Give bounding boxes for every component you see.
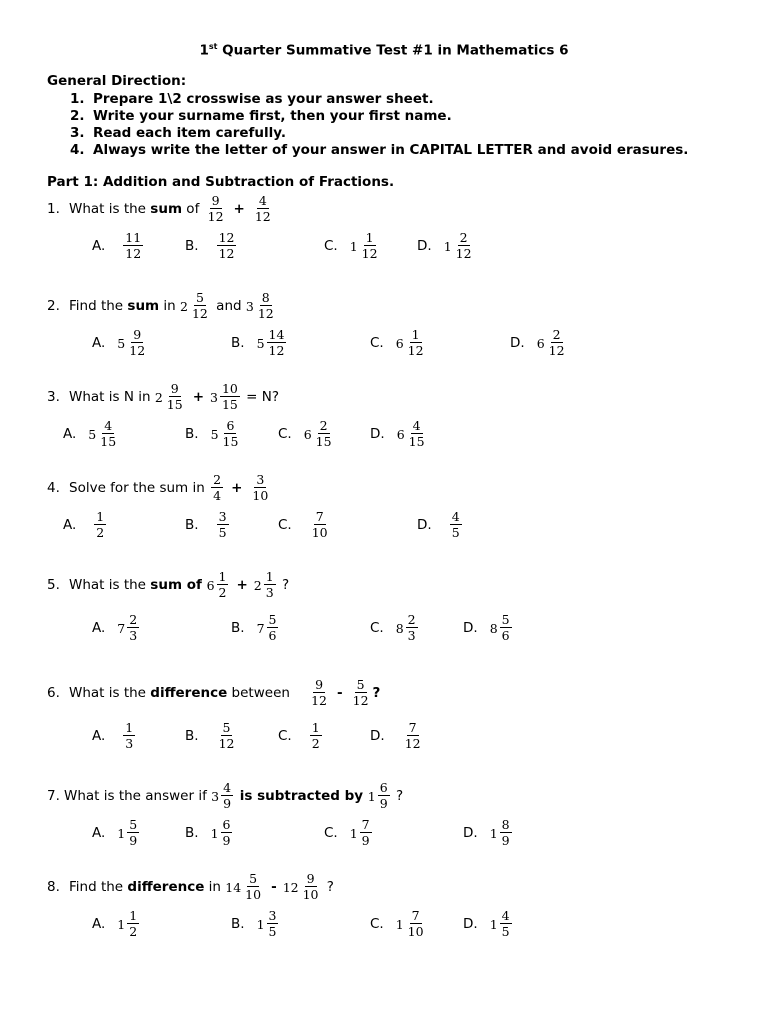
fraction-denominator: 10 bbox=[245, 887, 262, 902]
fraction-numerator: 7 bbox=[315, 508, 324, 524]
whole-number: 6 bbox=[303, 426, 312, 442]
fraction bbox=[500, 907, 512, 939]
whole-number: 7 bbox=[256, 620, 265, 636]
whole-number: 6 bbox=[536, 335, 545, 351]
fraction bbox=[217, 568, 229, 600]
fraction bbox=[310, 508, 330, 540]
whole-number: 1 bbox=[489, 916, 498, 932]
fraction-numerator: 8 bbox=[501, 816, 510, 832]
fraction-numerator: 4 bbox=[412, 417, 421, 433]
fraction-denominator: 3 bbox=[129, 628, 138, 643]
fraction bbox=[267, 326, 287, 358]
question-number: 5. bbox=[47, 577, 60, 593]
option-label: D. bbox=[417, 517, 432, 533]
fraction-denominator: 2 bbox=[311, 736, 320, 751]
fraction-denominator: 12 bbox=[191, 306, 208, 321]
question-4 bbox=[47, 470, 272, 506]
fraction bbox=[221, 417, 241, 449]
fraction bbox=[378, 779, 390, 811]
fraction-denominator: 6 bbox=[501, 628, 510, 643]
general-direction-heading: General Direction: bbox=[47, 73, 187, 89]
question-keyword: sum bbox=[127, 298, 160, 314]
fraction-denominator: 9 bbox=[223, 796, 232, 811]
fraction bbox=[264, 568, 276, 600]
question-text: What is the answer if bbox=[64, 788, 212, 804]
question-5 bbox=[47, 567, 289, 603]
operator: + bbox=[231, 480, 243, 496]
fraction-numerator: 1 bbox=[365, 229, 374, 245]
fraction bbox=[127, 907, 139, 939]
fraction bbox=[221, 779, 233, 811]
operator: - bbox=[271, 879, 277, 895]
whole-number: 7 bbox=[117, 620, 126, 636]
fraction bbox=[267, 611, 279, 643]
answer-option-d bbox=[370, 718, 425, 754]
fraction-numerator: 10 bbox=[221, 380, 238, 396]
question-6 bbox=[47, 675, 380, 711]
fraction bbox=[403, 719, 423, 751]
answer-option-c bbox=[324, 815, 374, 851]
fraction-numerator: 1 bbox=[129, 907, 138, 923]
question-number: 8. bbox=[47, 879, 60, 895]
fraction-numerator: 7 bbox=[361, 816, 370, 832]
fraction-numerator: 4 bbox=[223, 779, 232, 795]
fraction bbox=[360, 816, 372, 848]
fraction-numerator: 5 bbox=[249, 870, 258, 886]
answer-option-b bbox=[185, 416, 242, 452]
fraction-numerator: 6 bbox=[226, 417, 235, 433]
fraction-denominator: 15 bbox=[166, 397, 183, 412]
fraction-numerator: 12 bbox=[218, 229, 235, 245]
direction-item: 2. Write your surname first, then your first name. bbox=[70, 108, 452, 124]
option-label: C. bbox=[370, 620, 384, 636]
fraction-numerator: 5 bbox=[129, 816, 138, 832]
option-label: B. bbox=[231, 335, 245, 351]
fraction-numerator: 2 bbox=[407, 611, 416, 627]
answer-option-a bbox=[92, 718, 137, 754]
fraction bbox=[406, 907, 426, 939]
fraction-numerator: 3 bbox=[256, 471, 265, 487]
option-label: C. bbox=[278, 426, 292, 442]
answer-option-d bbox=[463, 610, 514, 646]
fraction-denominator: 4 bbox=[213, 488, 222, 503]
option-label: D. bbox=[417, 238, 432, 254]
question-keyword: is subtracted by bbox=[235, 788, 368, 804]
option-label: B. bbox=[185, 426, 199, 442]
option-label: D. bbox=[463, 916, 478, 932]
fraction-numerator: 1 bbox=[265, 568, 274, 584]
whole-number: 3 bbox=[245, 298, 254, 314]
fraction bbox=[309, 676, 329, 708]
whole-number: 1 bbox=[349, 238, 358, 254]
fraction-denominator: 10 bbox=[302, 887, 319, 902]
fraction-numerator: 4 bbox=[104, 417, 113, 433]
answer-option-a bbox=[63, 416, 120, 452]
option-label: A. bbox=[92, 238, 106, 254]
fraction bbox=[127, 816, 139, 848]
whole-number: 1 bbox=[117, 825, 126, 841]
fraction bbox=[450, 508, 462, 540]
fraction-denominator: 5 bbox=[268, 924, 277, 939]
whole-number: 1 bbox=[210, 825, 219, 841]
question-number: 2. bbox=[47, 298, 60, 314]
fraction-denominator: 12 bbox=[404, 736, 421, 751]
fraction-numerator: 5 bbox=[222, 719, 231, 735]
fraction bbox=[217, 719, 237, 751]
question-text: in bbox=[204, 879, 226, 895]
fraction-numerator: 2 bbox=[459, 229, 468, 245]
option-label: C. bbox=[370, 916, 384, 932]
option-label: A. bbox=[92, 916, 106, 932]
answer-option-a bbox=[92, 325, 149, 361]
option-label: B. bbox=[185, 728, 199, 744]
option-label: A. bbox=[92, 620, 106, 636]
answer-option-d bbox=[370, 416, 429, 452]
option-label: A. bbox=[92, 825, 106, 841]
question-text: Find the bbox=[69, 298, 128, 314]
question-keyword: sum of bbox=[150, 577, 207, 593]
question-number: 7. bbox=[47, 788, 60, 804]
fraction-numerator: 9 bbox=[315, 676, 324, 692]
fraction-numerator: 1 bbox=[125, 719, 134, 735]
whole-number: 6 bbox=[396, 426, 405, 442]
test-title: 1st Quarter Summative Test #1 in Mathematics 6 bbox=[199, 42, 569, 59]
fraction-denominator: 9 bbox=[361, 833, 370, 848]
fraction bbox=[94, 508, 106, 540]
question-keyword: difference bbox=[150, 685, 228, 701]
fraction bbox=[360, 229, 380, 261]
fraction-denominator: 9 bbox=[379, 796, 388, 811]
fraction-denominator: 15 bbox=[315, 434, 332, 449]
fraction-numerator: 4 bbox=[258, 192, 267, 208]
fraction-numerator: 5 bbox=[195, 289, 204, 305]
question-keyword: ? bbox=[372, 685, 381, 701]
fraction-denominator: 9 bbox=[501, 833, 510, 848]
fraction-numerator: 8 bbox=[261, 289, 270, 305]
fraction-denominator: 12 bbox=[257, 306, 274, 321]
fraction bbox=[406, 611, 418, 643]
question-text: ? bbox=[391, 788, 404, 804]
answer-option-c bbox=[278, 718, 324, 754]
question-keyword: sum bbox=[150, 201, 183, 217]
direction-item: 3. Read each item carefully. bbox=[70, 125, 286, 141]
fraction-denominator: 2 bbox=[96, 525, 105, 540]
fraction-denominator: 2 bbox=[218, 585, 227, 600]
answer-option-c bbox=[278, 507, 332, 543]
option-label: A. bbox=[92, 728, 106, 744]
fraction bbox=[407, 417, 427, 449]
option-label: A. bbox=[92, 335, 106, 351]
fraction-numerator: 2 bbox=[213, 471, 222, 487]
fraction bbox=[217, 229, 237, 261]
fraction-numerator: 4 bbox=[501, 907, 510, 923]
fraction-denominator: 5 bbox=[218, 525, 227, 540]
question-text: of bbox=[182, 201, 204, 217]
fraction-denominator: 12 bbox=[268, 343, 285, 358]
fraction-numerator: 1 bbox=[411, 326, 420, 342]
fraction-denominator: 3 bbox=[265, 585, 274, 600]
fraction-numerator: 7 bbox=[411, 907, 420, 923]
fraction-numerator: 11 bbox=[125, 229, 142, 245]
fraction-denominator: 12 bbox=[254, 209, 271, 224]
fraction-denominator: 12 bbox=[548, 343, 565, 358]
fraction-numerator: 6 bbox=[222, 816, 231, 832]
fraction-denominator: 3 bbox=[407, 628, 416, 643]
question-text: Solve for the sum in bbox=[69, 480, 210, 496]
question-number: 4. bbox=[47, 480, 60, 496]
fraction-denominator: 12 bbox=[207, 209, 224, 224]
fraction-denominator: 10 bbox=[407, 924, 424, 939]
option-label: C. bbox=[278, 517, 292, 533]
answer-option-a bbox=[92, 610, 141, 646]
question-text: ? bbox=[322, 879, 334, 895]
answer-option-a bbox=[92, 815, 141, 851]
fraction-numerator: 2 bbox=[319, 417, 328, 433]
fraction-numerator: 3 bbox=[268, 907, 277, 923]
option-label: C. bbox=[324, 238, 338, 254]
operator: + bbox=[233, 201, 245, 217]
option-label: B. bbox=[231, 916, 245, 932]
option-label: A. bbox=[63, 517, 77, 533]
whole-number: 8 bbox=[395, 620, 404, 636]
fraction-denominator: 15 bbox=[408, 434, 425, 449]
answer-option-c bbox=[278, 416, 336, 452]
whole-number: 1 bbox=[395, 916, 404, 932]
question-text: = N? bbox=[241, 389, 280, 405]
fraction bbox=[314, 417, 334, 449]
fraction bbox=[500, 816, 512, 848]
whole-number: 14 bbox=[225, 879, 242, 895]
answer-option-b bbox=[231, 325, 288, 361]
fraction bbox=[301, 870, 321, 902]
fraction-denominator: 2 bbox=[129, 924, 138, 939]
fraction bbox=[253, 192, 273, 224]
answer-option-c bbox=[370, 610, 420, 646]
option-label: D. bbox=[370, 728, 385, 744]
fraction-numerator: 3 bbox=[218, 508, 227, 524]
question-keyword: difference bbox=[127, 879, 205, 895]
fraction-numerator: 9 bbox=[133, 326, 142, 342]
option-label: B. bbox=[185, 517, 199, 533]
answer-option-d bbox=[463, 815, 514, 851]
fraction bbox=[243, 870, 263, 902]
fraction-numerator: 1 bbox=[218, 568, 227, 584]
whole-number: 1 bbox=[367, 788, 376, 804]
fraction bbox=[351, 676, 371, 708]
answer-option-d bbox=[510, 325, 569, 361]
fraction bbox=[310, 719, 322, 751]
fraction bbox=[190, 289, 210, 321]
answer-option-c bbox=[370, 906, 428, 942]
option-label: C. bbox=[370, 335, 384, 351]
question-text: and bbox=[211, 298, 246, 314]
option-label: C. bbox=[324, 825, 338, 841]
answer-option-d bbox=[417, 507, 464, 543]
fraction-denominator: 15 bbox=[221, 397, 238, 412]
answer-option-c bbox=[324, 228, 382, 264]
question-text: between bbox=[227, 685, 308, 701]
fraction-denominator: 12 bbox=[361, 246, 378, 261]
question-text: What is the bbox=[69, 201, 151, 217]
option-label: B. bbox=[185, 825, 199, 841]
fraction-denominator: 12 bbox=[218, 246, 235, 261]
fraction bbox=[221, 816, 233, 848]
whole-number: 5 bbox=[117, 335, 126, 351]
fraction-denominator: 9 bbox=[129, 833, 138, 848]
answer-option-d bbox=[463, 906, 514, 942]
fraction-numerator: 14 bbox=[268, 326, 285, 342]
fraction-denominator: 12 bbox=[311, 693, 328, 708]
fraction-numerator: 2 bbox=[129, 611, 138, 627]
whole-number: 3 bbox=[211, 788, 220, 804]
fraction-denominator: 12 bbox=[455, 246, 472, 261]
fraction-numerator: 5 bbox=[501, 611, 510, 627]
answer-option-b bbox=[185, 718, 238, 754]
fraction-denominator: 12 bbox=[125, 246, 142, 261]
operator: - bbox=[337, 685, 343, 701]
whole-number: 1 bbox=[443, 238, 452, 254]
fraction bbox=[123, 229, 143, 261]
fraction-numerator: 7 bbox=[408, 719, 417, 735]
fraction-numerator: 9 bbox=[211, 192, 220, 208]
fraction bbox=[267, 907, 279, 939]
fraction-numerator: 5 bbox=[268, 611, 277, 627]
question-2 bbox=[47, 288, 278, 324]
answer-option-b bbox=[231, 610, 280, 646]
whole-number: 2 bbox=[154, 389, 163, 405]
fraction bbox=[220, 380, 240, 412]
fraction bbox=[217, 508, 229, 540]
whole-number: 5 bbox=[210, 426, 219, 442]
question-8 bbox=[47, 869, 334, 905]
question-number: 6. bbox=[47, 685, 60, 701]
question-3 bbox=[47, 379, 279, 415]
fraction-denominator: 12 bbox=[407, 343, 424, 358]
option-label: D. bbox=[463, 825, 478, 841]
fraction bbox=[206, 192, 226, 224]
whole-number: 5 bbox=[256, 335, 265, 351]
whole-number: 2 bbox=[253, 577, 262, 593]
answer-option-b bbox=[185, 815, 234, 851]
whole-number: 2 bbox=[180, 298, 188, 314]
direction-item: 1. Prepare 1\2 crosswise as your answer sheet. bbox=[70, 91, 434, 107]
whole-number: 1 bbox=[117, 916, 126, 932]
whole-number: 1 bbox=[349, 825, 358, 841]
answer-option-a bbox=[92, 906, 141, 942]
fraction bbox=[406, 326, 426, 358]
fraction-numerator: 5 bbox=[356, 676, 365, 692]
option-label: B. bbox=[185, 238, 199, 254]
option-label: D. bbox=[463, 620, 478, 636]
fraction bbox=[165, 380, 185, 412]
answer-option-d bbox=[417, 228, 476, 264]
fraction bbox=[500, 611, 512, 643]
whole-number: 6 bbox=[395, 335, 404, 351]
whole-number: 5 bbox=[88, 426, 97, 442]
option-label: D. bbox=[510, 335, 525, 351]
question-text: What is N in bbox=[69, 389, 155, 405]
answer-option-b bbox=[185, 228, 238, 264]
answer-option-b bbox=[231, 906, 280, 942]
fraction-numerator: 6 bbox=[379, 779, 388, 795]
fraction-denominator: 15 bbox=[100, 434, 117, 449]
fraction-denominator: 6 bbox=[268, 628, 277, 643]
answer-option-c bbox=[370, 325, 428, 361]
question-number: 3. bbox=[47, 389, 60, 405]
question-text: What is the bbox=[69, 577, 151, 593]
whole-number: 1 bbox=[256, 916, 265, 932]
fraction-numerator: 2 bbox=[552, 326, 561, 342]
answer-option-a bbox=[63, 507, 108, 543]
fraction bbox=[98, 417, 118, 449]
fraction bbox=[127, 326, 147, 358]
fraction-numerator: 4 bbox=[451, 508, 460, 524]
question-text: What is the bbox=[69, 685, 151, 701]
option-label: C. bbox=[278, 728, 292, 744]
operator: + bbox=[192, 389, 204, 405]
whole-number: 1 bbox=[489, 825, 498, 841]
fraction-denominator: 12 bbox=[129, 343, 146, 358]
fraction-numerator: 9 bbox=[306, 870, 315, 886]
option-label: B. bbox=[231, 620, 245, 636]
direction-item: 4. Always write the letter of your answer in CAPITAL LETTER and avoid erasures. bbox=[70, 142, 689, 158]
question-7 bbox=[47, 778, 403, 814]
question-text: Find the bbox=[69, 879, 128, 895]
answer-option-a bbox=[92, 228, 145, 264]
part-1-heading: Part 1: Addition and Subtraction of Fractions. bbox=[47, 174, 395, 190]
question-text: in bbox=[159, 298, 181, 314]
fraction bbox=[127, 611, 139, 643]
fraction-denominator: 5 bbox=[501, 924, 510, 939]
fraction-denominator: 10 bbox=[311, 525, 328, 540]
whole-number: 8 bbox=[489, 620, 498, 636]
fraction-denominator: 12 bbox=[352, 693, 369, 708]
question-number: 1. bbox=[47, 201, 60, 217]
fraction-denominator: 12 bbox=[218, 736, 235, 751]
option-label: D. bbox=[370, 426, 385, 442]
fraction bbox=[123, 719, 135, 751]
fraction-numerator: 1 bbox=[96, 508, 105, 524]
whole-number: 6 bbox=[206, 577, 215, 593]
fraction-numerator: 9 bbox=[170, 380, 179, 396]
fraction-denominator: 9 bbox=[222, 833, 231, 848]
option-label: A. bbox=[63, 426, 77, 442]
fraction bbox=[250, 471, 270, 503]
answer-option-b bbox=[185, 507, 231, 543]
fraction-numerator: 1 bbox=[311, 719, 320, 735]
fraction bbox=[256, 289, 276, 321]
operator: + bbox=[236, 577, 248, 593]
fraction-denominator: 3 bbox=[125, 736, 134, 751]
whole-number: 3 bbox=[210, 389, 218, 405]
fraction bbox=[454, 229, 474, 261]
fraction-denominator: 15 bbox=[222, 434, 239, 449]
fraction bbox=[547, 326, 567, 358]
question-1 bbox=[47, 191, 275, 227]
question-text: ? bbox=[277, 577, 290, 593]
fraction bbox=[211, 471, 223, 503]
whole-number: 12 bbox=[282, 879, 299, 895]
fraction-denominator: 10 bbox=[252, 488, 269, 503]
fraction-denominator: 5 bbox=[451, 525, 460, 540]
